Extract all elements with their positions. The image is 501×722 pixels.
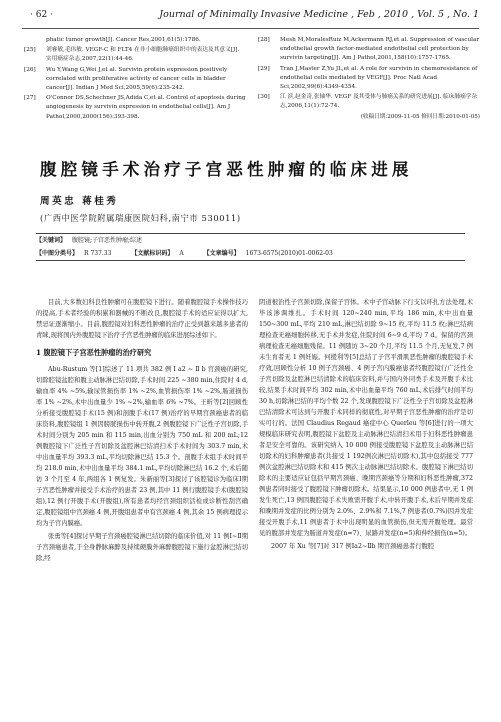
- article-authors: 周英忠 蒋桂秀: [40, 196, 119, 207]
- reference-item: [24, 94, 246, 122]
- body-paragraph: 2007 年 Xu 等[7]对 317 例Ⅰa2~Ⅱb 期宫颈癌患者行腹腔: [271, 543, 435, 550]
- clc-label: 【中图分类号】: [36, 250, 79, 257]
- body-paragraph: 张勇等[4]探讨早期子宫颈癌腔镜淋巴结切除的临床价值,对 11 例Ⅰ~Ⅱ期子宫颈癌患者,于全身静脉麻醉及持续硬膜外麻醉腹腔镜下施行盆腔淋巴结切除,经: [36, 533, 248, 562]
- reference-item: [24, 46, 246, 64]
- references-left-column: [24, 36, 246, 123]
- reference-number: [29]: [258, 65, 270, 72]
- reference-text: 江 滨,赵金奇,张轴华. VEGF 及其受体与肺癌关系的研究进展[J]. 临床肺癌学杂志,2006,11(1):72-74.: [280, 94, 478, 110]
- keywords: 腹腔镜;子宫恶性肿瘤;综述: [72, 237, 143, 244]
- page-number: · 62 ·: [30, 10, 53, 20]
- reference-number: [27]: [24, 95, 36, 102]
- reference-item: [258, 93, 480, 111]
- body-paragraph: 阴道根治性子宫颈切除,保留子宫体。术中子宫动脉下行支以环扎方法处理,术毕该渗调维扎。手术时间 120~240 min,平均 186 min,术中出血量 150~300 mL,平均 210 mL,淋巴结切除 9~15 枚,平均 11.5 枚;淋巴结病理检查无癌细胞转移,无手术并发症,住院时间 6~9 d,平均 7 d。保留的宫颈病理检查无癌细胞残留。11 例随访 3~20 个月,平均 11.5 个月,无复发,7 例未生育者无 1 例妊娠。何援利等[5]总结了子宫平滑肌恶性肿瘤的腹腔镜手术疗效,回顾性分析 10 例子宫颈癌、4 例子宫内膜癌患者经腹腔镜行广泛性全子宫切除及盆腔淋巴结清除术的临床资料,并与国内外同类手术及开腹手术比较,结果手术时间平均 302 min,术中出血量平均 760 mL,术后排气时间平均 30 h,切除淋巴结的平均个数 22 个,发现腹腔镜下广泛性全子宫切除及盆腔淋巴结清除术可达到与开腹手术同样的彻底性,对早期子宫恶性肿瘤的治疗是切实可行的。法国 Claudius Regaud 癌症中心 Querleu 等[6]进行的一项大规模临床研究表明,腹腔镜下盆腔及主动脉淋巴结清扫术用于妇科恶性肿瘤患者是安全可靠的。该研究纳入 10 000 例接受腹腔镜下盆腔及主动脉淋巴结切除术的妇科肿瘤患者(共接受 1 192例次淋巴结切除术),其中包括接受 777 例次盆腔淋巴结切除术和 415 例次主动脉淋巴结切除术。腹腔镜下淋巴结切除术的主要适应证包括早期宫颈癌、晚期宫颈癌等分期和妇科恶性肿瘤,372 例患者同时接受了腹腔镜下肿瘤切除术。结果显示,10 000 例患者中,无 1 例发生死亡,13 例因腹腔镜手术失败需开腹手术,中转开腹手术,术后早期并发症和晚期并发症的比例分别为 2.0%、2.9%和 7.1%,7 例患者(0.7%)因并发症接受开腹手术,11 例患者于术中出现明显的血管损伤,但无需开腹处理。最常见的腹部并发症为肠道并发症(n=7)、尿路并发症(n=5)和伸经损伤(n=5)。: [259, 299, 473, 537]
- article-title: 腹腔镜手术治疗子宫恶性肿瘤的临床进展: [40, 160, 413, 179]
- reference-text: Tran J,Master Z,Yu JL,et al. A role for survivin in chemoresistance of endothelial cells mediated by VEGF[J]. Proc Natl Acad Sci,2002,99(6):4349-4354.: [280, 65, 478, 91]
- reference-item: [258, 65, 480, 93]
- reference-number: [28]: [258, 37, 270, 43]
- reference-text: Wu Y,Wang G,Wei J,et al. Survivin protein expression positively correlated with proliferative activity of cancer cells in bladder cancer[J]. Indian J Med Sci,2005,59(6):235-242.: [46, 66, 228, 92]
- reference-item: [258, 36, 480, 64]
- reference-text: 刘睿敏,毛伟敏. VEGF-C 和 FLT4 在非小细胞肺癌组织中的表达及其意义[J]. 实用癌症杂志,2007,22(1):44-46.: [46, 47, 240, 63]
- doc-code-label: 【文献标识码】: [131, 250, 174, 257]
- running-header: [22, 8, 479, 29]
- section-heading: 1 腹腔镜下子宫恶性肿瘤的治疗研究: [36, 348, 152, 357]
- body-left-column: [36, 297, 248, 566]
- reference-number: [25]: [24, 47, 36, 54]
- reference-item: [24, 36, 246, 45]
- article-no-value: 1673-6575(2010)01-0062-03: [245, 250, 333, 257]
- reference-item: [24, 66, 246, 94]
- reference-number: [26]: [24, 66, 36, 73]
- journal-name: Journal of Minimally Invasive Medicine , Feb , 2010 , Vol. 5 , No. 1: [159, 9, 479, 20]
- doc-code-value: A: [179, 250, 184, 257]
- reference-text: Mesh M,MoralesRuiz M,Ackermann RJ,et al. Suppression of vascular endothelial growth factor-mediated endothelial cell protection by survivin targeting[J]. Am J Pathol,2001,158(10):1757-1765.: [280, 37, 480, 62]
- classification-row: [36, 247, 465, 260]
- article-metadata: [36, 233, 465, 261]
- reference-number: [30]: [258, 94, 270, 101]
- divider: [36, 260, 465, 261]
- intro-paragraph: 目前,大多数妇科良性肿瘤可在腹腔镜下进行。随着腹腔镜手术操作技巧的提高,手术者经验的积累和器械的不断改良,腹腔镜手术的适应证得以扩大,禁忌证逐渐缩小。目前,腹腔镜对妇科恶性肿瘤的治疗正受到越来越多患者的青睐,现将国内外腹腔镜下治疗子宫恶性肿瘤的临床进展综述如下。: [36, 299, 248, 339]
- author-affiliation: (广西中医学院附属瑞康医院妇科,南宁市 530011): [40, 213, 241, 223]
- keywords-label: 【关键词】: [36, 237, 67, 244]
- reference-text: O'Connor DS,Schechner JS,Adida C,et al. Control of apoptosis during angiogenesis by survivin expression in endothelial cells[J]. Am J Pathol,2000,2000(156):393-398.: [46, 95, 246, 120]
- keywords-row: [36, 234, 465, 247]
- body-right-column: [259, 297, 473, 554]
- reference-text: phatic tumor growth[J]. Cancer Res,2001,61(5):1786.: [46, 37, 201, 43]
- received-date: (收稿日期:2009-11-05 修回日期:2010-01-05): [360, 113, 480, 120]
- clc-value: R 737.33: [84, 250, 112, 257]
- body-paragraph: Abu-Rustum 等[1]综述了 11 项共 382 例 Ⅰ a2 ~ Ⅱ b 宫颈癌的研究,切除腔镜盆腔和腹主动脉淋巴结切除,手术时间 225 ~380 min,住院时 4 d,输血率 4% ~5%,输尿管损伤率 1% ~2%,血管损伤率 1% ~2%,肠道损伤率 1% ~2%,术中出血量少 1% ~2%,输血率 6% ~7%。王昕等[2]回顾性分析接受腹腔镜手术(15 例)和剖腹手术(17 例)治疗的早期宫颈癌患者的临床资料,腹腔镜组 1 例因膀胱损伤中转开腹,2 例腹腔镜下广泛性子宫切除,手术时间分别为 205 min 和 115 min,出血分别为 750 mL 和 200 mL;12 例腹腔镜下广泛性子宫切除及盆腔淋巴结清扫术手术时间为 303.7 min,术中出血量平均 393.3 mL,平均切除淋巴结 15.3 个。剖腹手术组手术时间平均 218.0 min,术中出血量平均 384.1 mL,平均切除淋巴结 16.2 个,术后随访 3 个月至 4 年,两组各 1 例复发。朱新丽等[3]探讨了该腔镜诊为临床Ⅰ期子宫恶性肿瘤并接受手术治疗的患者 23 例,其中 11 例行腹腔镜手术(腹腔镜组),12 例行开腹手术(开腹组),所有患者均经宫颈组织活检或诊断性刮宫确定,腹腔镜组中宫颈癌 4 例,开腹组患者中有宫颈癌 4 例,其余 15 例病理提示均为子宫内膜癌。: [36, 366, 248, 527]
- article-no-label: 【文章编号】: [203, 250, 240, 257]
- references-right-column: [258, 36, 480, 122]
